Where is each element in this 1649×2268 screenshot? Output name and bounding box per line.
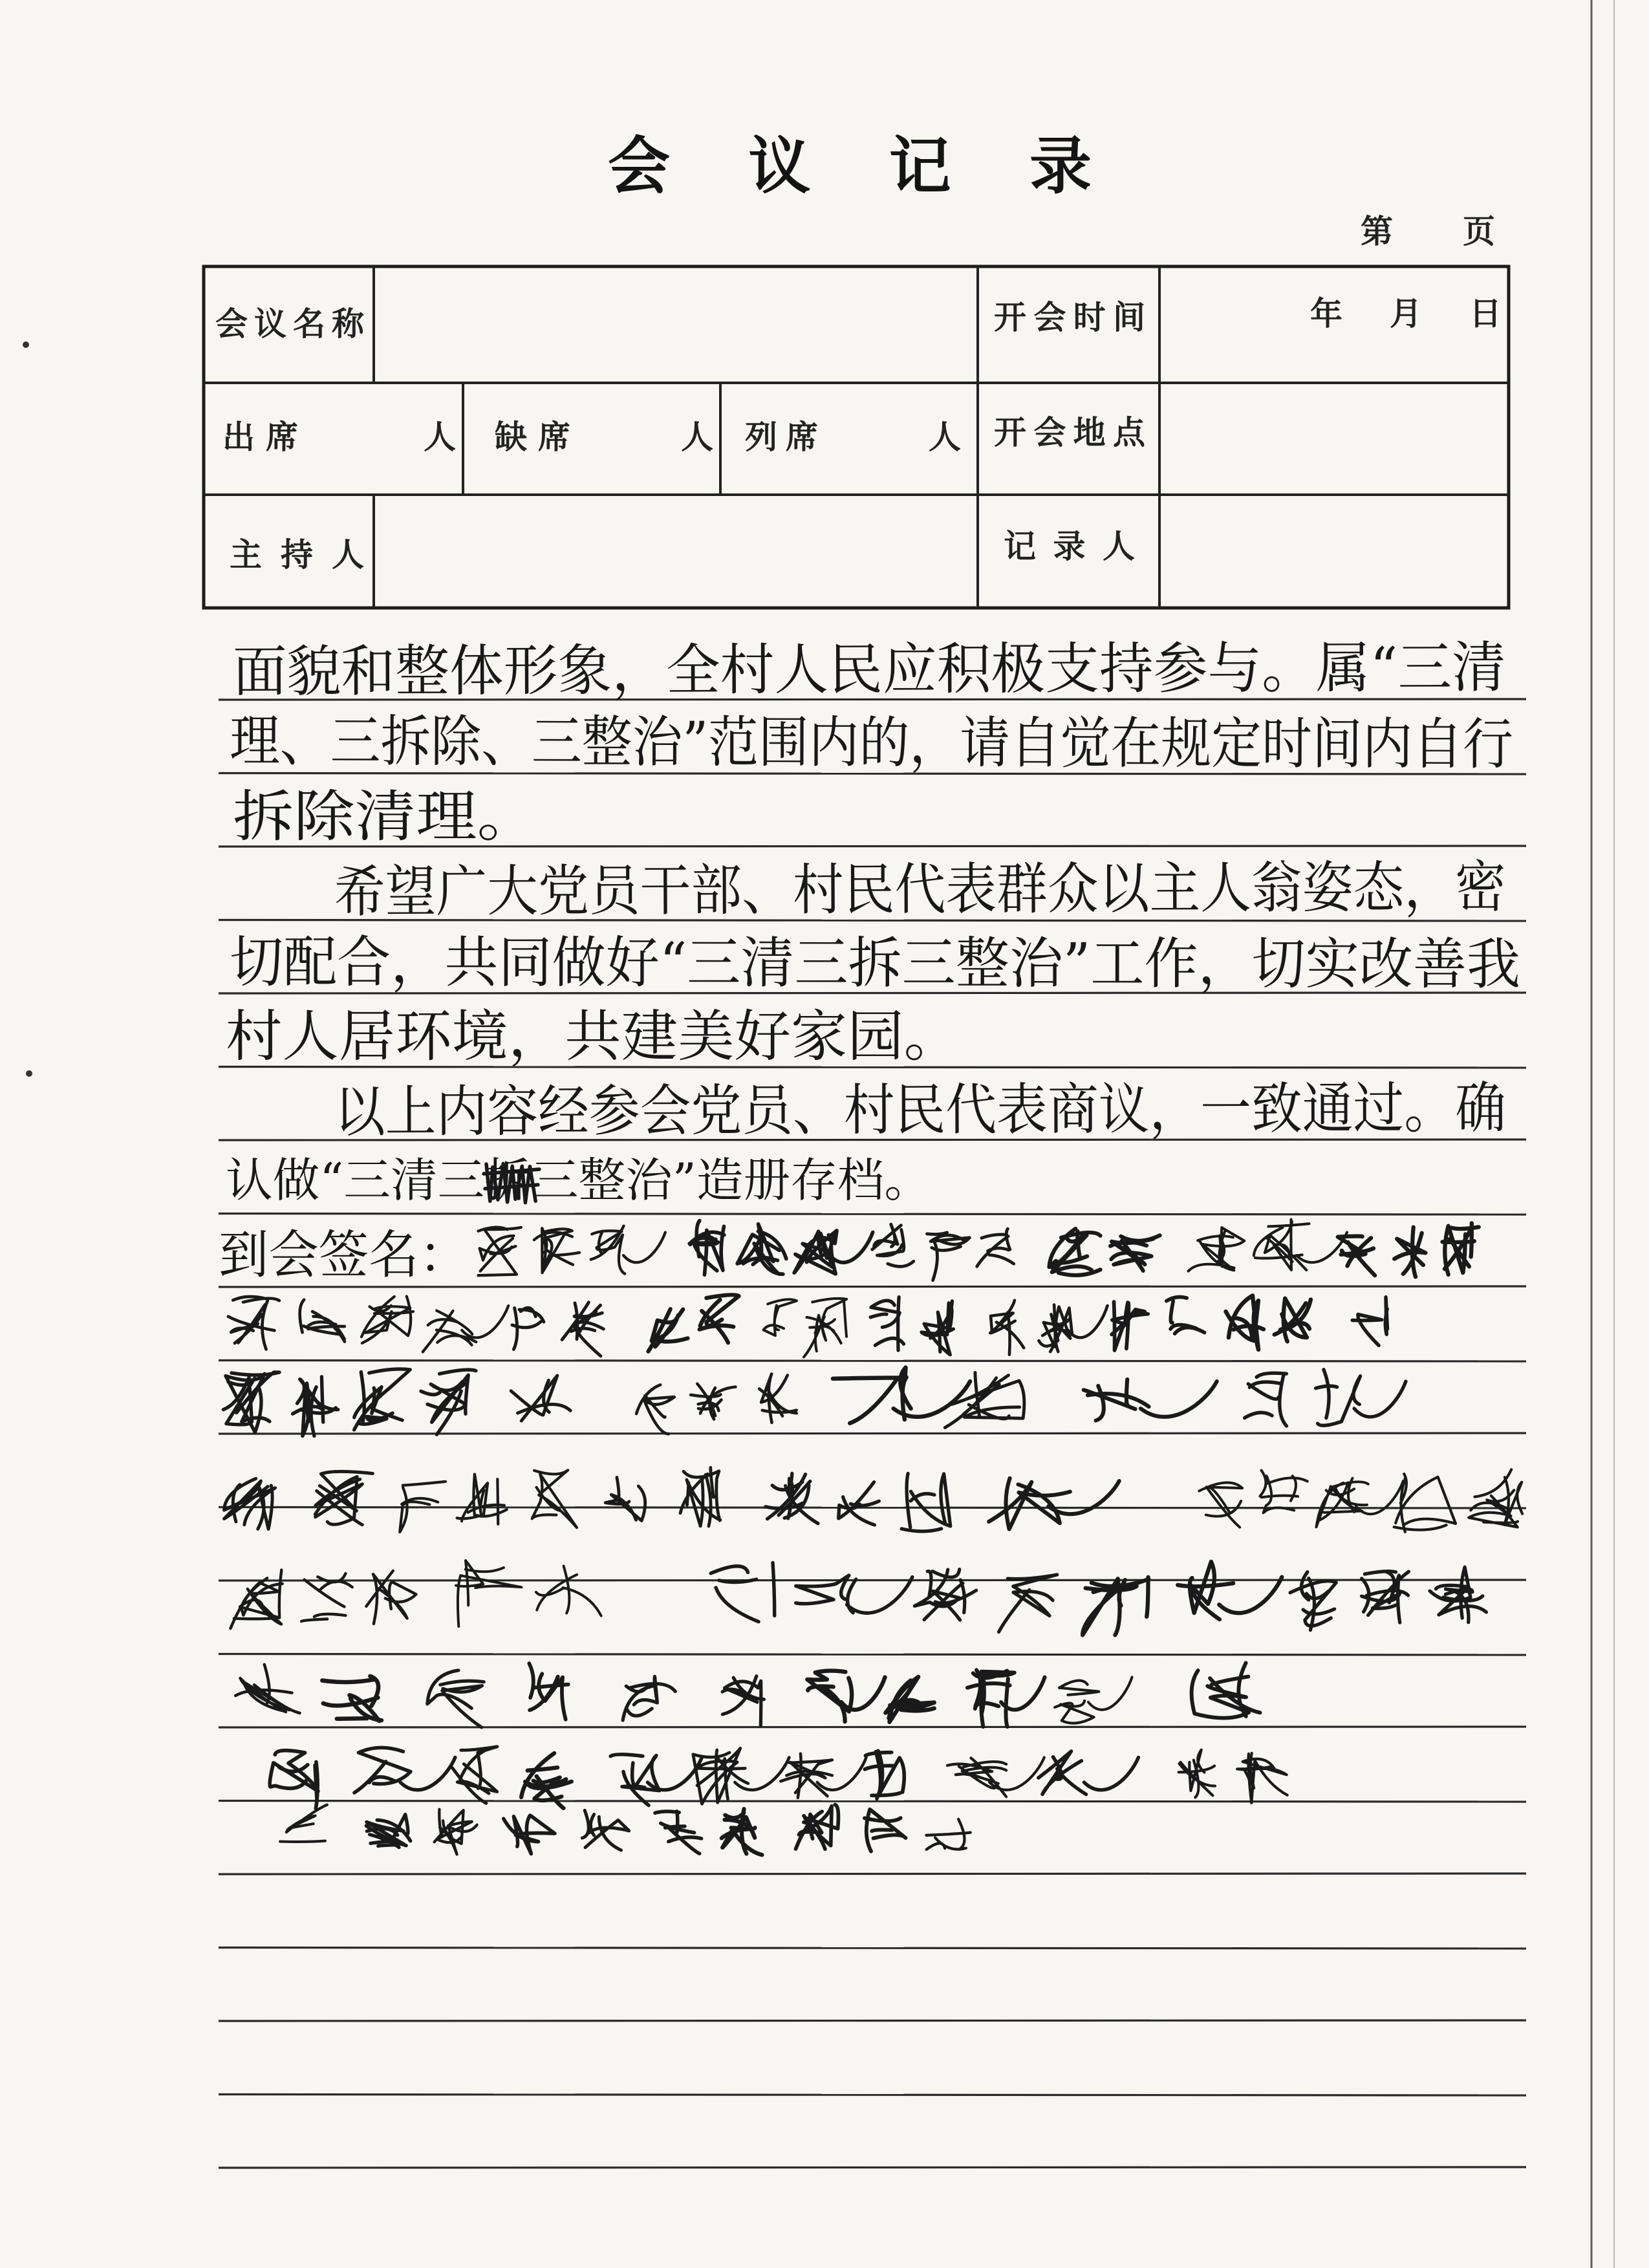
recorder-label: 记录人 (1004, 527, 1135, 565)
minutes-line: 以上内容经参会党员、村民代表商议，一致通过。确 (334, 1075, 1614, 1145)
absent-unit: 人 (681, 418, 713, 456)
date-day-label: 日 (1469, 294, 1502, 332)
ruled-line (219, 1507, 1526, 1509)
ruled-line (219, 2167, 1526, 2168)
absent-label: 缺席 (495, 418, 570, 456)
page-label-prefix: 第 (1361, 212, 1393, 250)
observers-unit: 人 (929, 418, 961, 456)
minutes-line: 理、三拆除、三整治”范围内的，请自觉在规定时间内自行 (229, 709, 1649, 778)
present-label: 出席 (222, 418, 298, 456)
location-label: 开会地点 (994, 413, 1145, 451)
minutes-line: 认做“三清三拆三整治”造册存档。 (226, 1153, 931, 1207)
date-month-label: 月 (1390, 294, 1422, 332)
date-year-label: 年 (1310, 294, 1342, 332)
meeting-time-label: 开会时间 (994, 298, 1145, 336)
minutes-line: 切配合，共同做好“三清三拆三整治”工作，切实改善我 (229, 930, 1566, 997)
punch-hole-mark (26, 1070, 32, 1077)
signature-section-label: 到会签名： (219, 1225, 469, 1285)
ruled-line (219, 1948, 1526, 1949)
ruled-line (219, 1801, 1526, 1802)
minutes-line: 面貌和整体形象，全村人民应积极支持参与。属“三清 (232, 635, 1541, 705)
present-unit: 人 (424, 418, 456, 456)
minutes-line: 村人居环境，共建美好家园。 (226, 1004, 960, 1069)
observers-label: 列席 (745, 418, 818, 456)
ruled-line (219, 2020, 1526, 2021)
form-title: 会议记录 (608, 129, 1092, 202)
ruled-line (219, 1654, 1526, 1656)
ruled-line (219, 2095, 1526, 2096)
punch-hole-mark (23, 341, 29, 348)
ruled-line (219, 1361, 1526, 1362)
ruled-line (219, 1433, 1526, 1434)
minutes-line: 拆除清理。 (233, 784, 538, 849)
host-label: 主持人 (230, 535, 364, 574)
page-label-suffix: 页 (1463, 212, 1495, 250)
meeting-name-label: 会议名称 (215, 305, 364, 343)
minutes-line: 希望广大党员干部、村民代表群众以主人翁姿态，密 (334, 854, 1614, 925)
ruled-line (219, 1286, 1526, 1287)
ruled-line (219, 1214, 1526, 1215)
